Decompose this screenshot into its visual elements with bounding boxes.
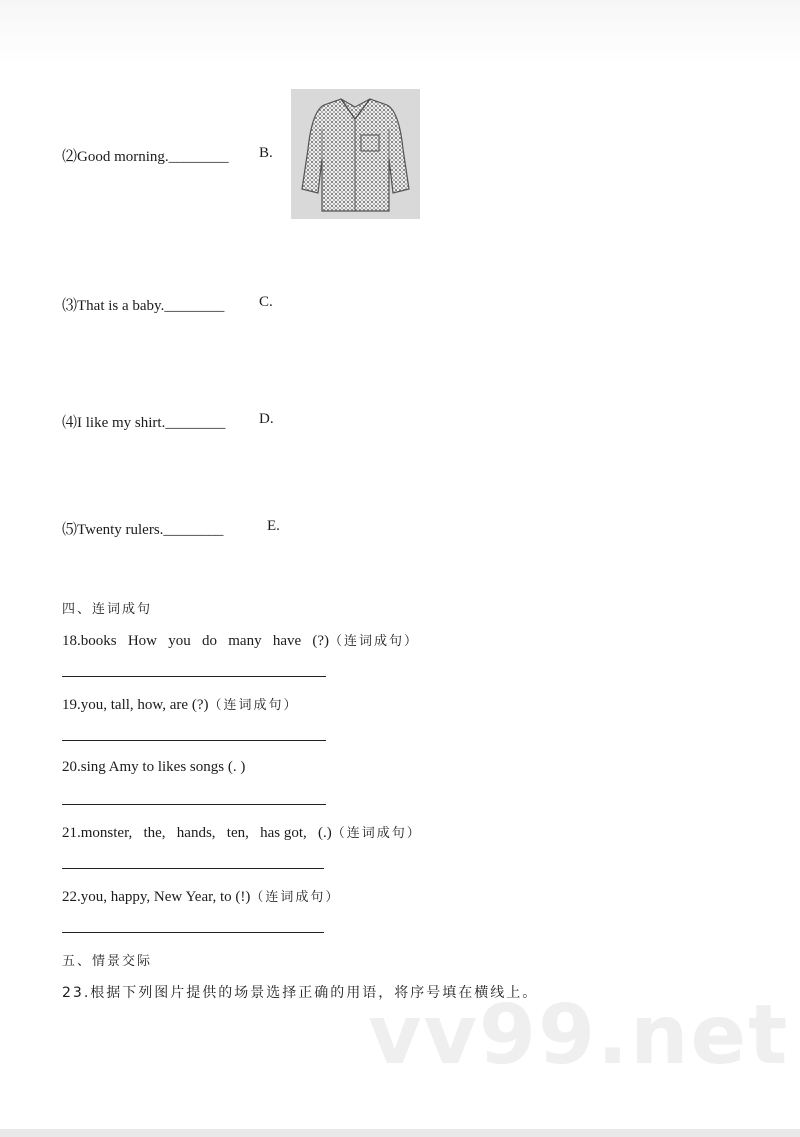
- option-d-label: D.: [259, 411, 274, 427]
- shirt-picture: [291, 89, 420, 219]
- question-21: [62, 822, 422, 842]
- match-item-2: ⑵Good morning.________: [62, 149, 229, 165]
- watermark: vv99.net: [368, 988, 790, 1083]
- question-20-text: 20.sing Amy to likes songs (. ): [62, 759, 246, 775]
- question-18-text: 18.books How you do many have (?): [62, 633, 330, 649]
- match-item-3: ⑶That is a baby.________: [62, 298, 225, 314]
- question-22-text: 22.you, happy, New Year, to (!): [62, 889, 251, 905]
- question-19: [62, 694, 299, 714]
- answer-line-20[interactable]: [62, 804, 326, 805]
- section-4-title: 四、连词成句: [62, 602, 153, 617]
- section-5-title: 五、情景交际: [62, 954, 153, 969]
- option-b-label: B.: [259, 145, 273, 161]
- option-c-label: C.: [259, 294, 273, 310]
- page-top-edge: [0, 0, 800, 64]
- shirt-icon: [291, 89, 420, 219]
- question-22-instruction: （连词成句）: [250, 890, 341, 905]
- match-item-5: ⑸Twenty rulers.________: [62, 522, 224, 538]
- question-20: [62, 759, 245, 776]
- match-item-4: ⑷I like my shirt.________: [62, 415, 226, 431]
- answer-line-21[interactable]: [62, 868, 324, 869]
- answer-line-22[interactable]: [62, 932, 324, 933]
- page-bottom-edge: [0, 1129, 800, 1137]
- question-18: [62, 630, 419, 650]
- option-e-label: E.: [267, 518, 280, 534]
- question-22: [62, 886, 340, 906]
- question-18-instruction: （连词成句）: [329, 634, 420, 649]
- question-21-text: 21.monster, the, hands, ten, has got, (.): [62, 825, 332, 841]
- question-19-text: 19.you, tall, how, are (?): [62, 697, 209, 713]
- question-23-text: 23.根据下列图片提供的场景选择正确的用语，将序号填在横线上。: [62, 985, 539, 1001]
- answer-line-18[interactable]: [62, 676, 326, 677]
- answer-line-19[interactable]: [62, 740, 326, 741]
- question-19-instruction: （连词成句）: [208, 698, 299, 713]
- question-21-instruction: （连词成句）: [331, 826, 422, 841]
